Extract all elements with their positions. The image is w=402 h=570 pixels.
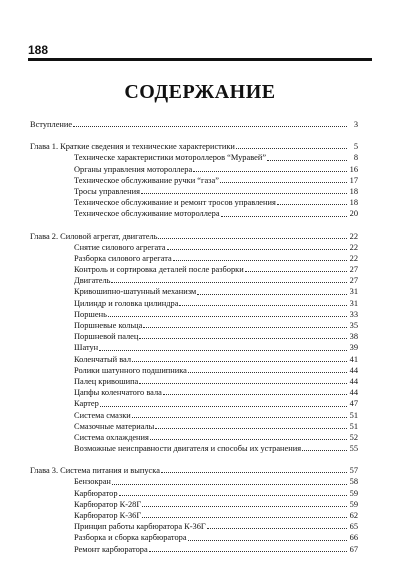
- toc-section-entry: [30, 309, 358, 320]
- toc-leader-dots: [150, 433, 347, 440]
- toc-entry-label: Карбюратор К-28Г: [74, 499, 142, 509]
- toc-entry-page: 27: [349, 265, 358, 275]
- toc-entry-page: 35: [349, 321, 358, 330]
- toc-entry-label: Бензокран: [74, 477, 111, 487]
- toc-entry-page: 18: [349, 198, 358, 208]
- toc-entry-page: 33: [349, 309, 358, 319]
- toc-leader-dots: [99, 344, 347, 351]
- toc-entry-label: Контроль и сортировка деталей после разборки: [74, 265, 244, 275]
- toc-entry-page: 31: [349, 287, 358, 297]
- toc-leader-dots: [207, 522, 347, 529]
- toc-leader-dots: [197, 288, 347, 295]
- toc-entry-label: Возможные неисправности двигателя и способы их устранения: [74, 444, 302, 454]
- toc-leader-dots: [149, 545, 347, 552]
- toc-chapter-entry: [30, 119, 358, 130]
- toc-entry-page: 27: [349, 276, 358, 286]
- toc-leader-dots: [139, 332, 347, 339]
- toc-entry-label: Ролики шатунного подшипника: [74, 365, 187, 375]
- toc-entry-label: Цилиндр и головка цилиндра: [74, 298, 179, 308]
- toc-section-entry: [30, 275, 358, 286]
- toc-entry-label: Техническое обслуживание мотороллера: [74, 209, 220, 219]
- toc-entry-page: 65: [349, 522, 358, 532]
- toc-leader-dots: [108, 310, 347, 317]
- toc-section-entry: [30, 410, 358, 421]
- toc-leader-dots: [142, 511, 347, 518]
- toc-section-entry: [30, 432, 358, 443]
- toc-entry-page: 22: [349, 242, 358, 252]
- toc-leader-dots: [236, 142, 347, 149]
- section-gap: [30, 454, 358, 465]
- toc-entry-page: 44: [349, 365, 358, 375]
- toc-entry-page: 59: [349, 499, 358, 509]
- toc-entry-label: Карбюратор: [74, 488, 118, 498]
- toc-section-entry: [30, 443, 358, 454]
- toc-section-entry: [30, 242, 358, 253]
- toc-entry-label: Глава 1. Краткие сведения и технические характеристики: [30, 142, 235, 152]
- toc-leader-dots: [155, 422, 347, 429]
- section-gap: [30, 220, 358, 231]
- toc-leader-dots: [73, 120, 347, 127]
- toc-entry-page: 8: [353, 153, 358, 163]
- toc-entry-page: 18: [349, 186, 358, 196]
- toc-entry-page: 52: [349, 432, 358, 442]
- toc-leader-dots: [132, 411, 347, 418]
- toc-entry-label: Вступление: [30, 120, 73, 129]
- toc-entry-label: Шатун: [74, 343, 99, 353]
- toc-section-entry: [30, 342, 358, 353]
- toc-entry-label: Глава 2. Силовой агрегат, двигатель: [30, 231, 158, 241]
- toc-section-entry: [30, 376, 358, 387]
- toc-section-entry: [30, 521, 358, 532]
- toc-entry-label: Поршень: [74, 309, 107, 319]
- toc-section-entry: [30, 510, 358, 521]
- toc-section-entry: [30, 544, 358, 555]
- toc-entry-page: 20: [349, 209, 358, 219]
- toc-section-entry: [30, 286, 358, 297]
- toc-section-entry: [30, 331, 358, 342]
- toc-entry-page: 3: [353, 120, 358, 129]
- toc-entry-label: Техническое обслуживание и ремонт тросов управления: [74, 198, 276, 208]
- section-gap: [30, 130, 358, 141]
- toc-entry-page: 38: [349, 332, 358, 342]
- toc-section-entry: [30, 152, 358, 163]
- toc-entry-page: 22: [349, 253, 358, 263]
- toc-section-entry: [30, 197, 358, 208]
- toc-chapter-entry: [30, 465, 358, 476]
- toc-entry-label: Кривошипно-шатунный механизм: [74, 287, 197, 297]
- toc-leader-dots: [302, 444, 347, 451]
- toc-leader-dots: [163, 388, 347, 395]
- toc-section-entry: [30, 398, 358, 409]
- toc-leader-dots: [188, 366, 347, 373]
- toc-entry-label: Техническе характеристики мотороллеров “Муравей”: [74, 153, 267, 163]
- toc-entry-label: Органы управления мотороллера: [74, 164, 193, 174]
- toc-entry-label: Карбюратор К-36Г: [74, 511, 142, 520]
- toc-entry-label: Картер: [74, 399, 99, 409]
- toc-section-entry: [30, 320, 358, 331]
- page-number: 188: [28, 43, 49, 57]
- toc-entry-label: Снятие силового агрегата: [74, 242, 166, 252]
- toc-entry-label: Принцип работы карбюратора К-36Г: [74, 522, 206, 532]
- toc-entry-label: Двигатель: [74, 276, 111, 286]
- table-of-contents: [30, 119, 358, 555]
- toc-leader-dots: [220, 176, 347, 183]
- toc-entry-label: Разборка силового агрегата: [74, 253, 172, 263]
- toc-entry-label: Техническое обслуживание ручки “газа”: [74, 175, 219, 185]
- toc-leader-dots: [112, 478, 347, 485]
- toc-leader-dots: [179, 299, 347, 306]
- toc-entry-page: 67: [349, 544, 358, 554]
- toc-entry-page: 44: [349, 376, 358, 386]
- toc-leader-dots: [119, 489, 347, 496]
- toc-section-entry: [30, 365, 358, 376]
- toc-leader-dots: [221, 210, 347, 217]
- toc-entry-page: 22: [349, 231, 358, 241]
- toc-section-entry: [30, 175, 358, 186]
- toc-section-entry: [30, 208, 358, 219]
- toc-entry-label: Коленчатый вал: [74, 354, 132, 364]
- toc-section-entry: [30, 421, 358, 432]
- toc-entry-page: 57: [349, 466, 358, 476]
- toc-leader-dots: [158, 232, 347, 239]
- toc-leader-dots: [100, 400, 347, 407]
- toc-leader-dots: [132, 355, 347, 362]
- toc-leader-dots: [267, 154, 347, 161]
- toc-entry-page: 59: [349, 488, 358, 498]
- toc-entry-label: Разборка и сборка карбюратора: [74, 533, 187, 543]
- toc-chapter-entry: [30, 231, 358, 242]
- toc-section-entry: [30, 532, 358, 543]
- toc-entry-label: Глава 3. Система питания и выпуска: [30, 466, 160, 476]
- toc-leader-dots: [111, 276, 347, 283]
- toc-entry-label: Система охлаждения: [74, 432, 149, 442]
- toc-entry-page: 16: [349, 164, 358, 174]
- toc-entry-page: 41: [349, 354, 358, 364]
- toc-entry-page: 51: [349, 410, 358, 420]
- toc-entry-label: Цапфы коленчатого вала: [74, 388, 162, 398]
- toc-entry-label: Ремонт карбюратора: [74, 544, 148, 554]
- toc-entry-page: 17: [349, 175, 358, 185]
- toc-section-entry: [30, 488, 358, 499]
- toc-leader-dots: [141, 187, 347, 194]
- toc-entry-page: 44: [349, 388, 358, 398]
- page-title: СОДЕРЖАНИЕ: [124, 81, 276, 103]
- toc-section-entry: [30, 264, 358, 275]
- toc-entry-label: Система смазки: [74, 410, 131, 420]
- toc-entry-page: 55: [349, 444, 358, 454]
- toc-section-entry: [30, 186, 358, 197]
- toc-section-entry: [30, 298, 358, 309]
- toc-entry-label: Смазочные материалы: [74, 421, 155, 431]
- toc-chapter-entry: [30, 141, 358, 152]
- toc-entry-page: 47: [349, 399, 358, 409]
- toc-section-entry: [30, 387, 358, 398]
- toc-leader-dots: [142, 500, 347, 507]
- toc-leader-dots: [245, 265, 347, 272]
- toc-leader-dots: [277, 198, 347, 205]
- toc-entry-page: 62: [349, 511, 358, 520]
- toc-entry-label: Тросы управления: [74, 186, 140, 196]
- toc-entry-label: Поршневой палец: [74, 332, 139, 342]
- toc-leader-dots: [173, 254, 347, 261]
- toc-section-entry: [30, 354, 358, 365]
- toc-leader-dots: [139, 377, 347, 384]
- toc-leader-dots: [143, 321, 347, 328]
- toc-leader-dots: [161, 466, 347, 473]
- toc-entry-page: 66: [349, 533, 358, 543]
- toc-leader-dots: [188, 534, 347, 541]
- toc-entry-label: Поршневые кольца: [74, 321, 143, 330]
- toc-leader-dots: [167, 243, 347, 250]
- toc-section-entry: [30, 499, 358, 510]
- toc-entry-page: 39: [349, 343, 358, 353]
- toc-section-entry: [30, 476, 358, 487]
- toc-section-entry: [30, 164, 358, 175]
- toc-entry-label: Палец кривошипа: [74, 376, 139, 386]
- toc-entry-page: 58: [349, 477, 358, 487]
- toc-entry-page: 51: [349, 421, 358, 431]
- toc-leader-dots: [193, 165, 347, 172]
- toc-entry-page: 5: [353, 142, 358, 152]
- header-rule: [28, 58, 372, 61]
- toc-section-entry: [30, 253, 358, 264]
- toc-entry-page: 31: [349, 298, 358, 308]
